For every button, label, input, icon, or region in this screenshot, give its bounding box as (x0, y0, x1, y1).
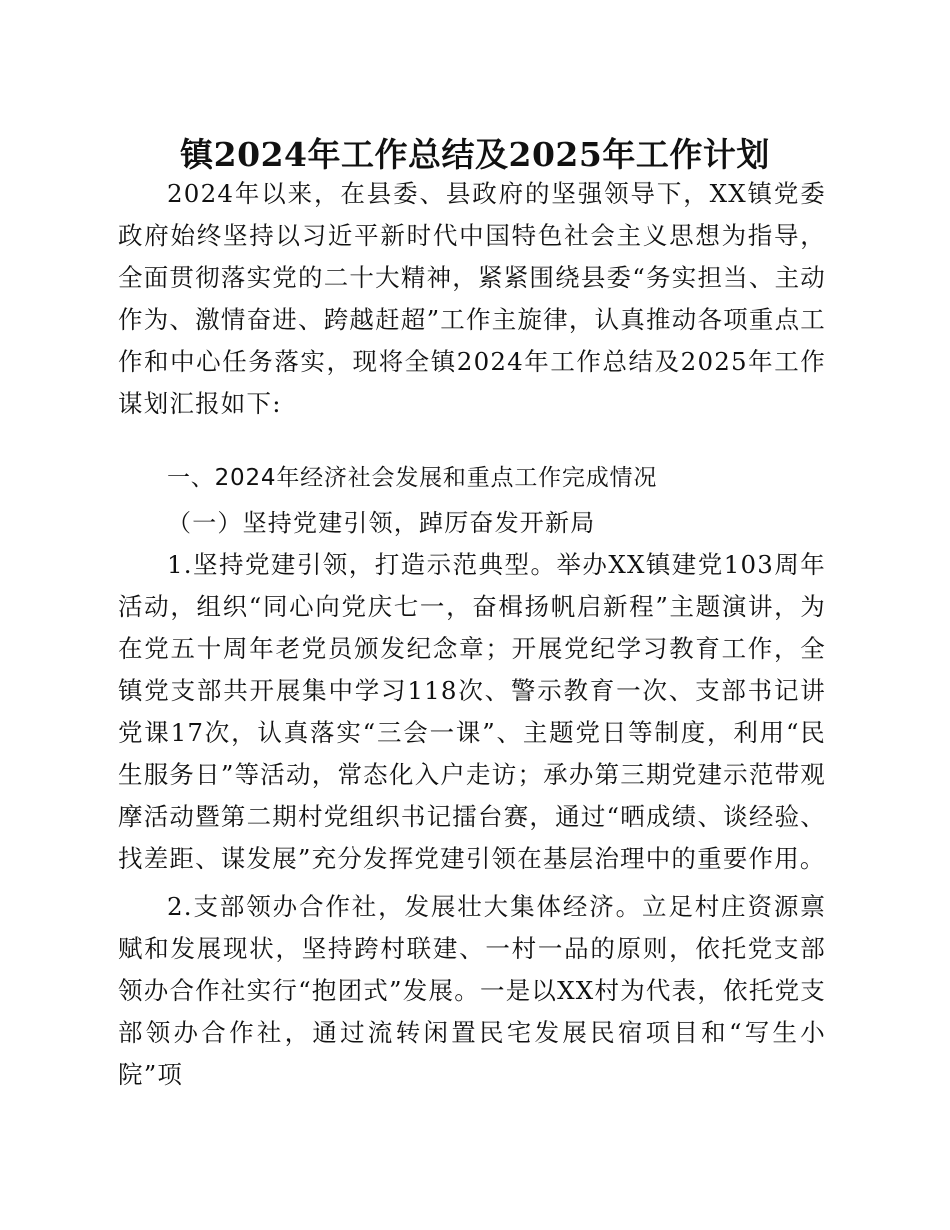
document-title: 镇2024年工作总结及2025年工作计划 (180, 135, 770, 174)
paragraph-item-1: 1.坚持党建引领，打造示范典型。举办XX镇建党103周年活动，组织“同心向党庆七一，奋楫扬帆启新程”主题演讲，为在党五十周年老党员颁发纪念章；开展党纪学习教育工作，全镇党支部共开展集中学习118次、警示教育一次、支部书记讲党课17次，认真落实“三会一课”、主题党日等制度，利用“民生服务日”等活动，常态化入户走访；承办第三期党建示范带观摩活动暨第二期村党组织书记擂台赛，通过“晒成绩、谈经验、找差距、谋发展”充分发挥党建引领在基层治理中的重要作用。 (118, 550, 826, 873)
subsection-heading-1: （一）坚持党建引领，踔厉奋发开新局 (167, 509, 596, 537)
intro-paragraph: 2024年以来，在县委、县政府的坚强领导下，XX镇党委政府始终坚持以习近平新时代中国特色社会主义思想为指导，全面贯彻落实党的二十大精神，紧紧围绕县委“务实担当、主动作为、激情奋进、跨越赶超”工作主旋律，认真推动各项重点工作和中心任务落实，现将全镇2024年工作总结及2025年工作谋划汇报如下: (118, 179, 826, 418)
paragraph-item-2: 2.支部领办合作社，发展壮大集体经济。立足村庄资源禀赋和发展现状，坚持跨村联建、一村一品的原则，依托党支部领办合作社实行“抱团式”发展。一是以XX村为代表，依托党支部领办合作社，通过流转闲置民宅发展民宿项目和“写生小院”项 (118, 892, 826, 1089)
section-heading-1: 一、2024年经济社会发展和重点工作完成情况 (167, 465, 658, 491)
